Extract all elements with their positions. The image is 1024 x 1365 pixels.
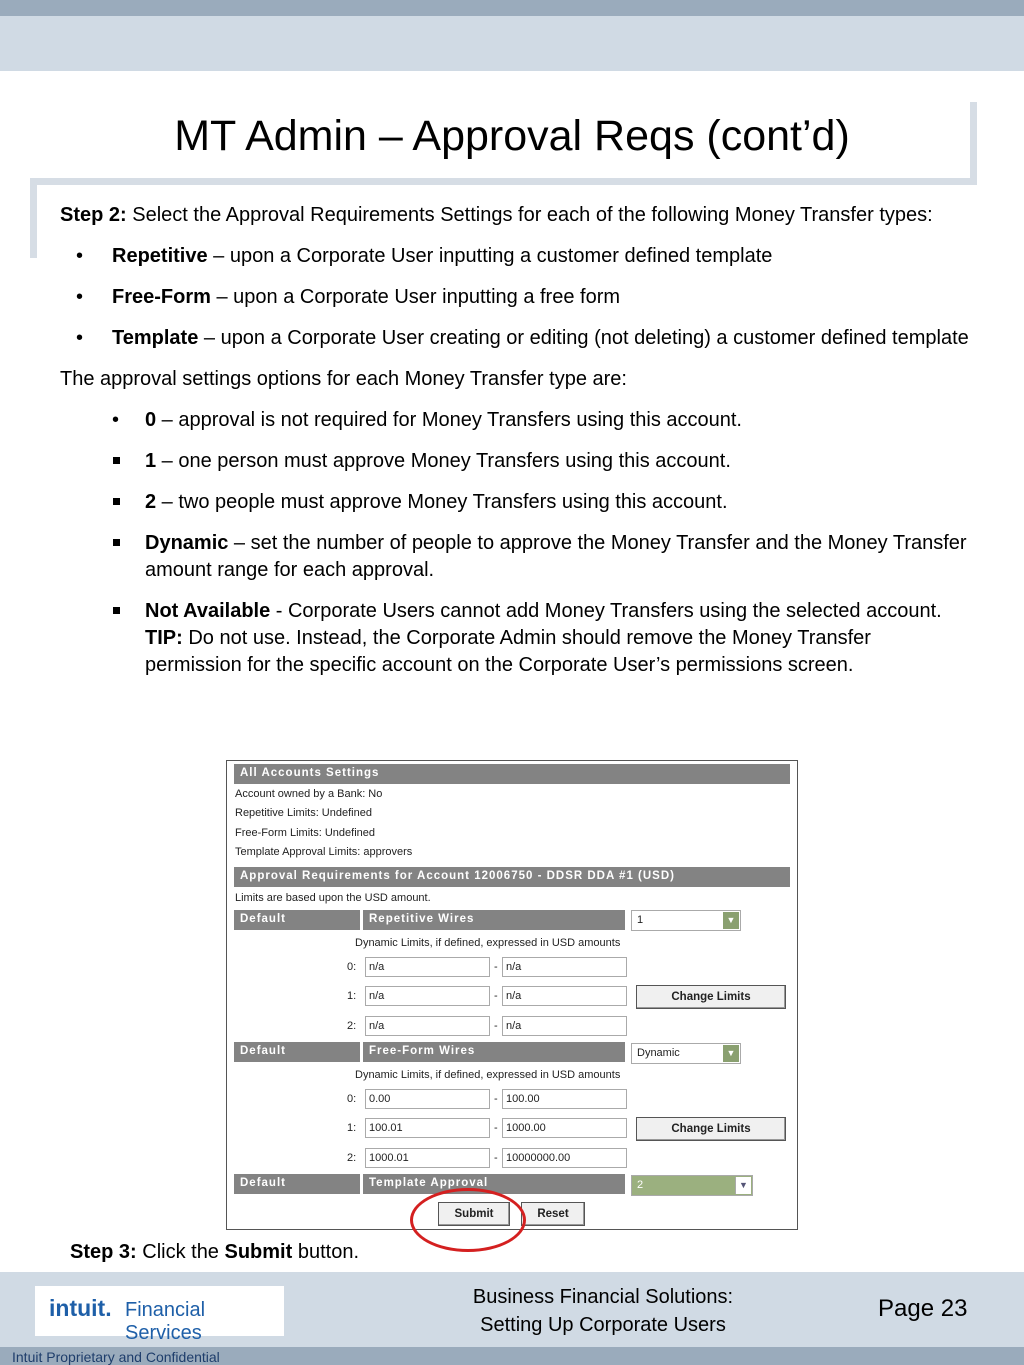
limit-to-input[interactable]: 1000.00 — [502, 1118, 627, 1138]
option-item-1 — [60, 448, 970, 475]
range-dash: - — [494, 961, 498, 973]
top-decor-band — [0, 16, 1024, 71]
type-term: Template — [112, 327, 199, 349]
reset-button[interactable]: Reset — [521, 1202, 585, 1226]
title-frame-bottom — [30, 178, 977, 185]
chevron-down-icon: ▼ — [735, 1177, 751, 1194]
template-approval-select[interactable]: 2 ▼ — [631, 1175, 753, 1196]
top-decor-strip — [0, 0, 1024, 16]
option-desc: - Corporate Users cannot add Money Transfers using the selected account. — [270, 600, 942, 622]
step3-paragraph — [70, 1241, 359, 1264]
step3-label: Step 3: — [70, 1241, 137, 1263]
limit-row-label: 1: — [347, 1122, 357, 1134]
option-item-2 — [60, 489, 970, 516]
limit-to-input[interactable]: n/a — [502, 1016, 627, 1036]
type-desc: – upon a Corporate User creating or editing (not deleting) a customer defined template — [198, 327, 969, 349]
default-label: Default — [234, 910, 360, 930]
intuit-logo — [35, 1286, 284, 1344]
limit-row-label: 1: — [347, 990, 357, 1002]
option-item-not-available — [60, 598, 970, 679]
info-line: Account owned by a Bank: No — [235, 788, 383, 800]
chevron-down-icon: ▼ — [723, 1045, 739, 1062]
step3-text: Click the — [136, 1241, 225, 1263]
limit-from-input[interactable]: n/a — [365, 1016, 490, 1036]
range-dash: - — [494, 1152, 498, 1164]
range-dash: - — [494, 990, 498, 1002]
slide-body — [60, 202, 970, 693]
chevron-down-icon: ▼ — [723, 912, 739, 929]
section-name-repetitive: Repetitive Wires — [363, 910, 625, 930]
dynamic-note: Dynamic Limits, if defined, expressed in USD amounts — [355, 1069, 621, 1081]
limit-to-input[interactable]: 100.00 — [502, 1089, 627, 1109]
type-item-template: • Template – upon a Corporate User creating or editing (not deleting) a customer defined template — [76, 327, 969, 349]
limit-row-label: 2: — [347, 1020, 357, 1032]
step2-paragraph — [60, 202, 970, 229]
option-desc: – one person must approve Money Transfers using this account. — [156, 450, 731, 472]
confidential-notice: Intuit Proprietary and Confidential — [12, 1349, 220, 1365]
limit-to-input[interactable]: 10000000.00 — [502, 1148, 627, 1168]
section-name-template: Template Approval — [363, 1174, 625, 1194]
option-term: 2 — [145, 491, 157, 513]
type-desc: – upon a Corporate User inputting a free form — [210, 286, 621, 308]
footer-title-line: Setting Up Corporate Users — [480, 1314, 726, 1336]
range-dash: - — [494, 1093, 498, 1105]
option-term: Dynamic — [145, 532, 229, 554]
limit-from-input[interactable]: 0.00 — [365, 1089, 490, 1109]
range-dash: - — [494, 1122, 498, 1134]
change-limits-button[interactable]: Change Limits — [636, 985, 786, 1009]
limit-from-input[interactable]: n/a — [365, 986, 490, 1006]
step3-bold: Submit — [224, 1241, 293, 1263]
type-desc: – upon a Corporate User inputting a customer defined template — [207, 245, 773, 267]
step2-label: Step 2: — [60, 204, 127, 226]
repetitive-approval-select[interactable]: 1 ▼ — [631, 910, 741, 931]
submit-highlight-circle — [410, 1188, 526, 1252]
option-desc: – two people must approve Money Transfers using this account. — [156, 491, 728, 513]
info-line: Repetitive Limits: Undefined — [235, 807, 372, 819]
step2-text: Select the Approval Requirements Settings for each of the following Money Transfer types: — [126, 204, 933, 226]
logo-subtitle: Financial Services — [125, 1299, 206, 1344]
approval-requirements-header: Approval Requirements for Account 12006750 - DDSR DDA #1 (USD) — [234, 867, 790, 887]
limit-to-input[interactable]: n/a — [502, 957, 627, 977]
range-dash: - — [494, 1020, 498, 1032]
option-desc: – set the number of people to approve the Money Transfer and the Money Transfer amount range for each approval. — [145, 532, 967, 581]
type-item-free-form: • Free-Form – upon a Corporate User inputting a free form — [76, 286, 621, 308]
free-form-approval-select[interactable]: Dynamic ▼ — [631, 1043, 741, 1064]
page-title: MT Admin – Approval Reqs (cont’d) — [174, 112, 850, 160]
default-label: Default — [234, 1174, 360, 1194]
option-term: 0 — [145, 409, 157, 431]
option-term: 1 — [145, 450, 157, 472]
footer-title-line: Business Financial Solutions: — [472, 1286, 734, 1308]
usd-note: Limits are based upon the USD amount. — [235, 892, 431, 904]
footer-title — [452, 1283, 754, 1339]
change-limits-button[interactable]: Change Limits — [636, 1117, 786, 1141]
tip-label: TIP: — [145, 627, 183, 649]
tip-text: Do not use. Instead, the Corporate Admin should remove the Money Transfer permission for the specific account on the Corporate User’s permissions screen. — [145, 627, 871, 676]
info-line: Template Approval Limits: approvers — [235, 846, 413, 858]
type-term: Free-Form — [112, 286, 211, 308]
option-term: Not Available — [145, 600, 271, 622]
type-term: Repetitive — [112, 245, 208, 267]
page-number: Page 23 — [878, 1295, 968, 1322]
limit-row-label: 0: — [347, 1093, 357, 1105]
option-item-dynamic — [60, 530, 970, 584]
info-line: Free-Form Limits: Undefined — [235, 827, 375, 839]
title-frame-left — [30, 178, 37, 258]
limit-from-input[interactable]: 100.01 — [365, 1118, 490, 1138]
limit-from-input[interactable]: 1000.01 — [365, 1148, 490, 1168]
dynamic-note: Dynamic Limits, if defined, expressed in USD amounts — [355, 937, 621, 949]
default-label: Default — [234, 1042, 360, 1062]
all-accounts-header: All Accounts Settings — [234, 764, 790, 784]
limit-row-label: 0: — [347, 961, 357, 973]
options-intro: The approval settings options for each Money Transfer type are: — [60, 368, 627, 390]
limit-row-label: 2: — [347, 1152, 357, 1164]
section-name-free-form: Free-Form Wires — [363, 1042, 625, 1062]
limit-to-input[interactable]: n/a — [502, 986, 627, 1006]
option-item-0: • 0 – approval is not required for Money Transfers using this account. — [112, 409, 742, 431]
step3-text-end: button. — [292, 1241, 359, 1263]
option-desc: – approval is not required for Money Transfers using this account. — [156, 409, 742, 431]
approval-settings-screenshot — [226, 760, 798, 1230]
title-frame-right — [970, 102, 977, 182]
logo-brand: intuit. — [49, 1295, 112, 1321]
type-item-repetitive: • Repetitive – upon a Corporate User inputting a customer defined template — [76, 245, 773, 267]
submit-button[interactable]: Submit — [438, 1202, 510, 1226]
limit-from-input[interactable]: n/a — [365, 957, 490, 977]
